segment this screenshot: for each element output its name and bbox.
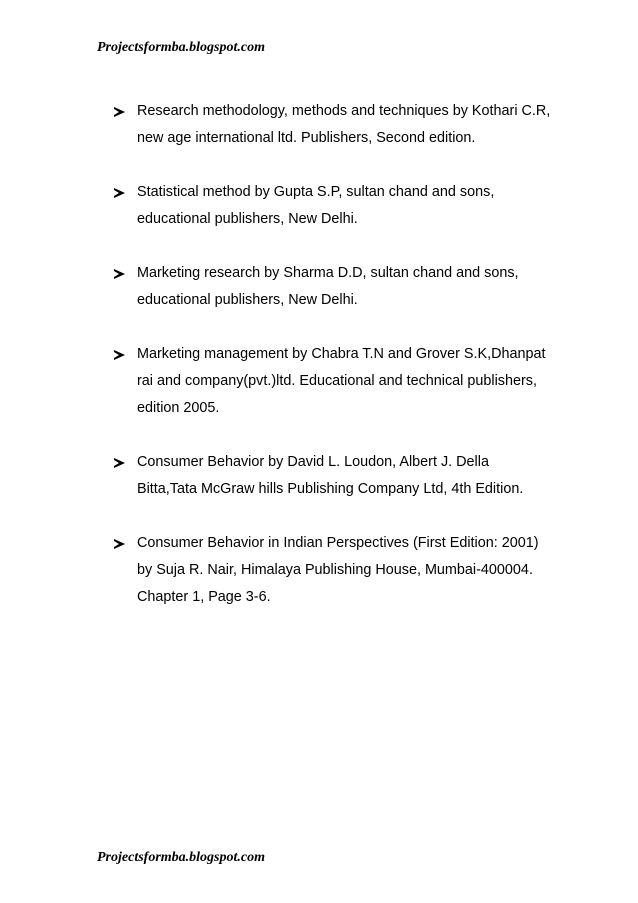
- reference-line: educational publishers, New Delhi.: [137, 292, 358, 308]
- arrow-bullet-icon: [114, 269, 125, 279]
- reference-line: Marketing management by Chabra T.N and Grover S.K,Dhanpat: [137, 346, 546, 362]
- reference-list: [114, 98, 579, 638]
- reference-line: educational publishers, New Delhi.: [137, 211, 358, 227]
- arrow-bullet-icon: [114, 350, 125, 360]
- arrow-bullet-icon: [114, 539, 125, 549]
- reference-line: by Suja R. Nair, Himalaya Publishing House, Mumbai-400004.: [137, 562, 533, 578]
- reference-item: [114, 179, 579, 233]
- reference-line: Consumer Behavior in Indian Perspectives (First Edition: 2001): [137, 535, 539, 551]
- reference-item: [114, 449, 579, 503]
- reference-line: edition 2005.: [137, 400, 220, 416]
- page-footer: Projectsformba.blogspot.com: [97, 850, 265, 865]
- reference-line: new age international ltd. Publishers, Second edition.: [137, 130, 476, 146]
- arrow-bullet-icon: [114, 188, 125, 198]
- reference-line: Research methodology, methods and techniques by Kothari C.R,: [137, 103, 551, 119]
- reference-line: Marketing research by Sharma D.D, sultan chand and sons,: [137, 265, 519, 281]
- reference-item: [114, 341, 579, 422]
- reference-line: Bitta,Tata McGraw hills Publishing Company Ltd, 4th Edition.: [137, 481, 524, 497]
- reference-line: rai and company(pvt.)ltd. Educational and technical publishers,: [137, 373, 537, 389]
- arrow-bullet-icon: [114, 107, 125, 117]
- reference-item: [114, 260, 579, 314]
- reference-line: Statistical method by Gupta S.P, sultan chand and sons,: [137, 184, 495, 200]
- reference-line: Chapter 1, Page 3-6.: [137, 589, 271, 605]
- arrow-bullet-icon: [114, 458, 125, 468]
- reference-item: [114, 98, 579, 152]
- reference-line: Consumer Behavior by David L. Loudon, Albert J. Della: [137, 454, 489, 470]
- page-header: Projectsformba.blogspot.com: [97, 40, 265, 55]
- reference-item: [114, 530, 579, 611]
